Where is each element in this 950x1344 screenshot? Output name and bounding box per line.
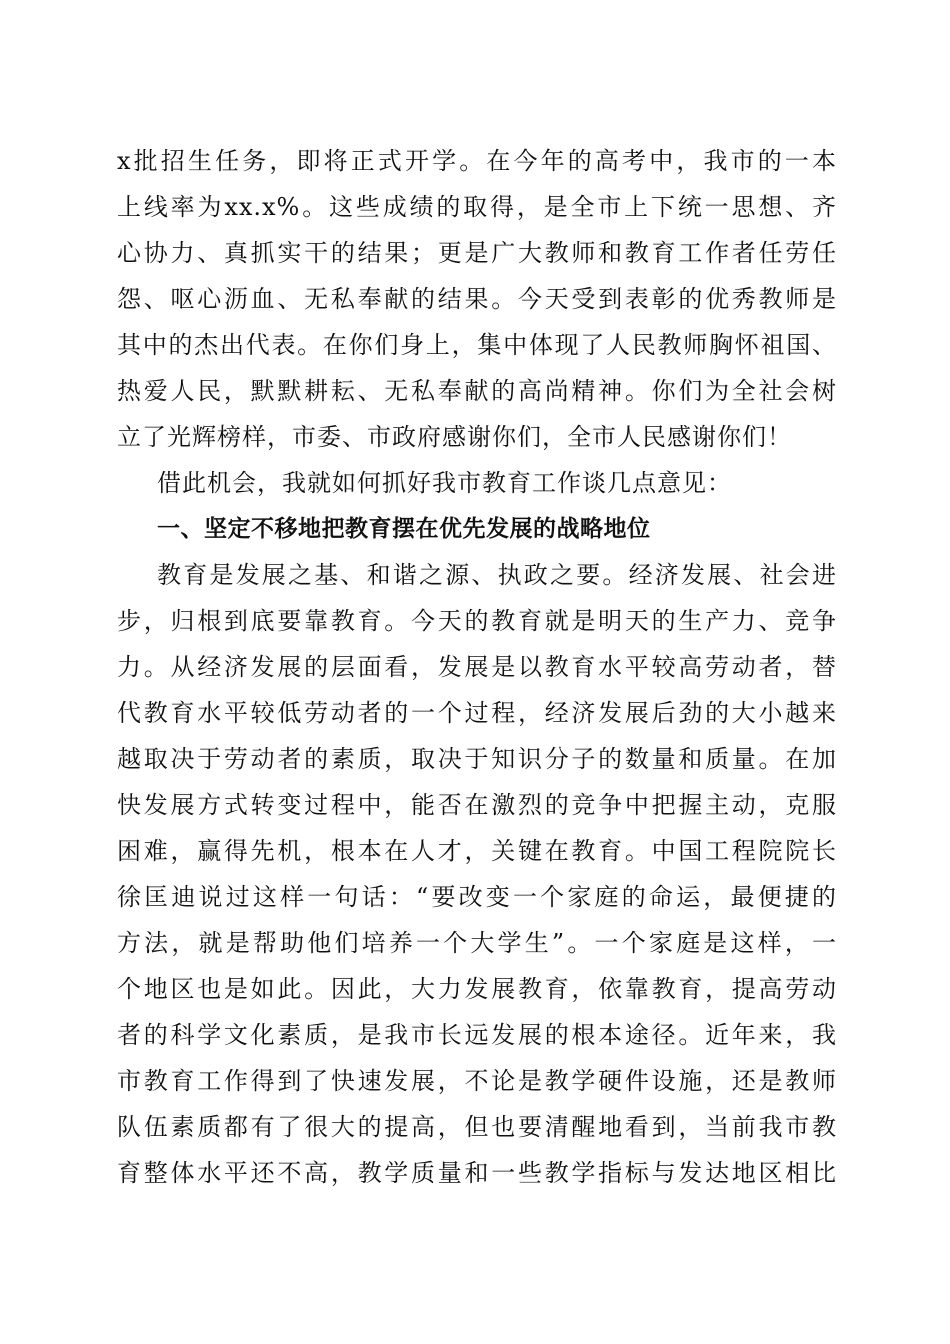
text-line: 徐匡迪说过这样一句话：“要改变一个家庭的命运，最便捷的 — [117, 883, 837, 911]
section-heading: 一、坚定不移地把教育摆在优先发展的战略地位 — [157, 516, 651, 542]
text-line: 步，归根到底要靠教育。今天的教育就是明天的生产力、竞争 — [117, 607, 837, 635]
text-line: x批招生任务，即将正式开学。在今年的高考中，我市的一本 — [117, 147, 837, 175]
text-line: 市教育工作得到了快速发展，不论是教学硬件设施，还是教师 — [117, 1067, 837, 1095]
text-line: 其中的杰出代表。在你们身上，集中体现了人民教师胸怀祖国、 — [117, 331, 837, 359]
text-line: 上线率为xx.x%。这些成绩的取得，是全市上下统一思想、齐 — [117, 193, 837, 221]
text-line: 困难，赢得先机，根本在人才，关键在教育。中国工程院院长 — [117, 837, 837, 865]
text-line: 者的科学文化素质，是我市长远发展的根本途径。近年来，我 — [117, 1021, 837, 1049]
paragraph-opportunity: 借此机会，我就如何抓好我市教育工作谈几点意见： — [157, 469, 732, 497]
text-line: 快发展方式转变过程中，能否在激烈的竞争中把握主动，克服 — [117, 791, 837, 819]
text-line: 心协力、真抓实干的结果；更是广大教师和教育工作者任劳任 — [117, 239, 837, 267]
text-line: 代教育水平较低劳动者的一个过程，经济发展后劲的大小越来 — [117, 699, 837, 727]
text-line: 队伍素质都有了很大的提高，但也要清醒地看到，当前我市教 — [117, 1113, 837, 1141]
text-line: 越取决于劳动者的素质，取决于知识分子的数量和质量。在加 — [117, 745, 837, 773]
text-line: 怨、呕心沥血、无私奉献的结果。今天受到表彰的优秀教师是 — [117, 285, 837, 313]
text-line: 个地区也是如此。因此，大力发展教育，依靠教育，提高劳动 — [117, 975, 837, 1003]
paragraph-commendation — [117, 138, 837, 1196]
text-line: 热爱人民，默默耕耘、无私奉献的高尚精神。你们为全社会树 — [117, 377, 837, 405]
text-line: 立了光辉榜样，市委、市政府感谢你们，全市人民感谢你们！ — [117, 423, 792, 451]
text-line: 方法，就是帮助他们培养一个大学生”。一个家庭是这样，一 — [117, 929, 837, 957]
text-line: 力。从经济发展的层面看，发展是以教育水平较高劳动者，替 — [117, 653, 837, 681]
text-line: 教育是发展之基、和谐之源、执政之要。经济发展、社会进 — [157, 561, 837, 589]
text-line: 育整体水平还不高，教学质量和一些教学指标与发达地区相比 — [117, 1159, 837, 1187]
